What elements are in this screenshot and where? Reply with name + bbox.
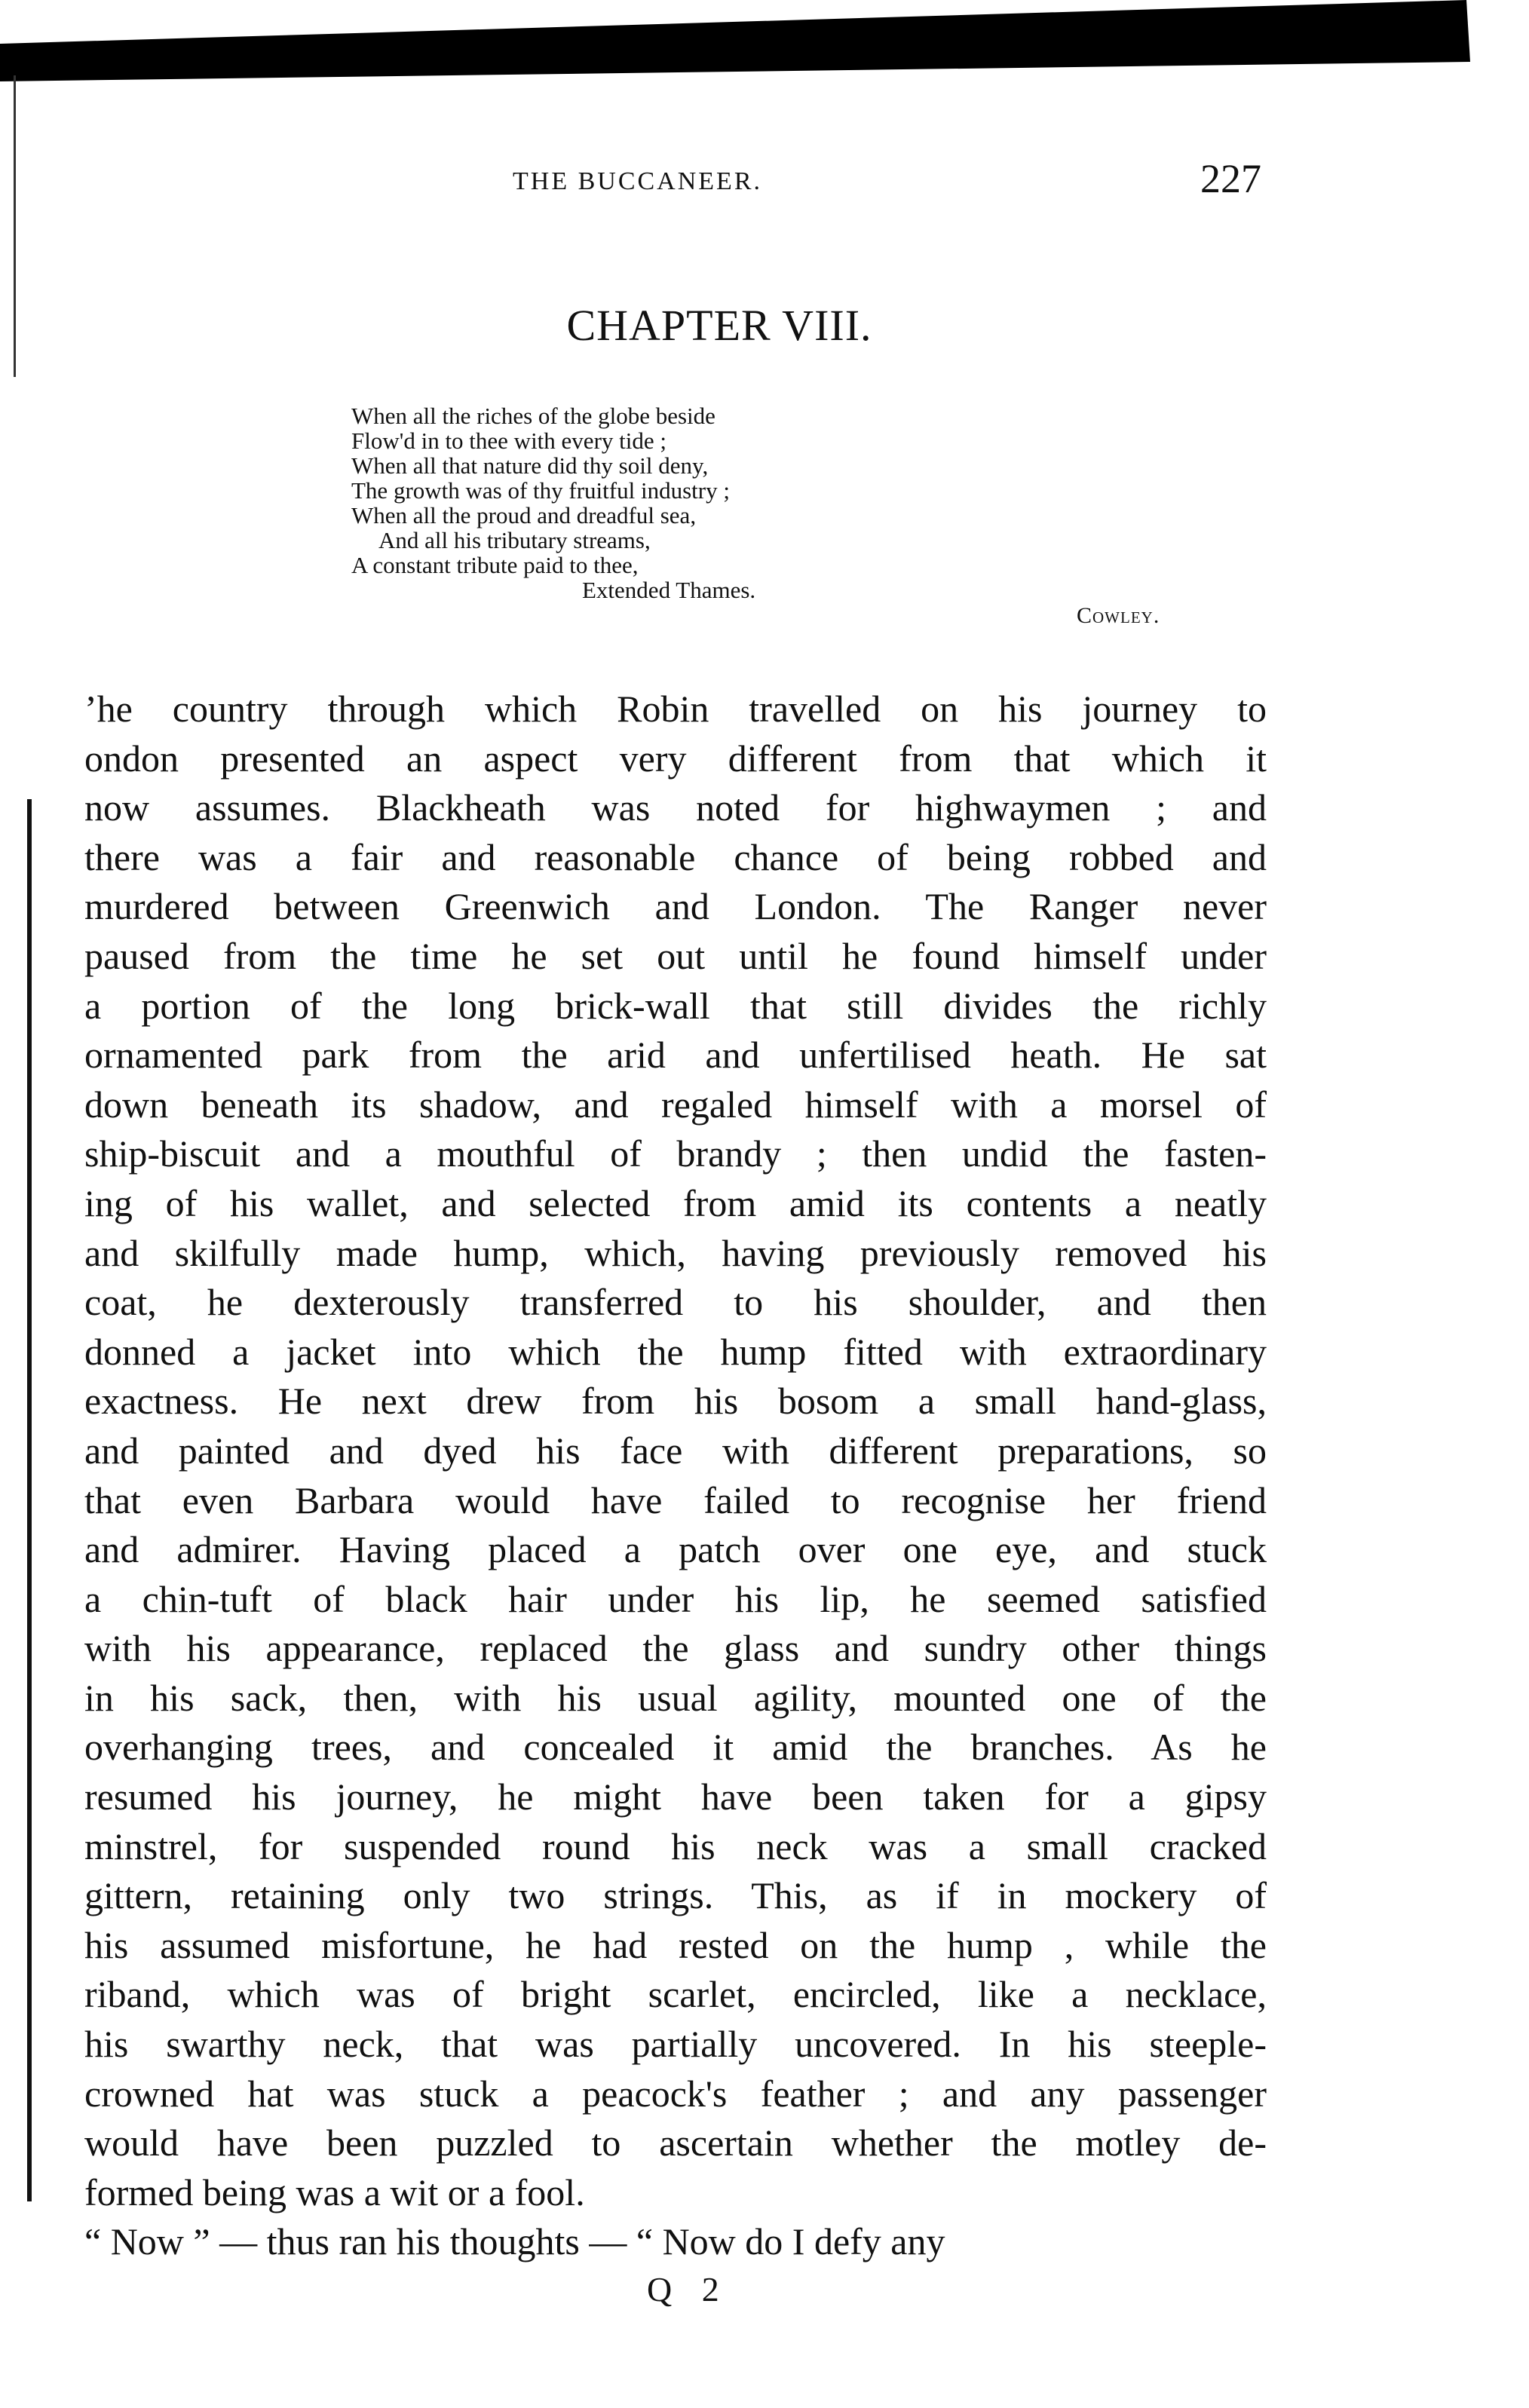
- body-line: gittern, retaining only two strings. This, as if in mockery of: [84, 1874, 1267, 1917]
- epigraph-line: And all his tributary streams,: [378, 527, 651, 553]
- body-line: riband, which was of bright scarlet, encircled, like a necklace,: [84, 1973, 1267, 2016]
- body-line: crowned hat was stuck a peacock's feather ; and any passenger: [84, 2072, 1267, 2115]
- scan-top-shadow: [0, 0, 1529, 83]
- body-line: with his appearance, replaced the glass and sundry other things: [84, 1627, 1267, 1670]
- body-text: [84, 685, 1267, 2267]
- epigraph-attribution: Cowley.: [1077, 603, 1160, 628]
- body-line: his swarthy neck, that was partially uncovered. In his steeple-: [84, 2023, 1267, 2066]
- body-line: paused from the time he set out until he found himself under: [84, 934, 1267, 977]
- epigraph-line: Extended Thames.: [582, 577, 756, 603]
- chapter-title-text: CHAPTER VIII.: [566, 301, 872, 350]
- body-line: down beneath its shadow, and regaled himself with a morsel of: [84, 1083, 1267, 1126]
- chapter-title: [0, 300, 1529, 351]
- epigraph-line: When all the proud and dreadful sea,: [351, 502, 697, 528]
- body-line: murdered between Greenwich and London. The Ranger never: [84, 885, 1267, 928]
- epigraph-line: When all that nature did thy soil deny,: [351, 452, 709, 479]
- signature-mark: Q 2: [647, 2270, 730, 2308]
- epigraph-line: When all the riches of the globe beside: [351, 403, 715, 429]
- body-line: his assumed misfortune, he had rested on the hump , while the: [84, 1923, 1267, 1966]
- body-line: ʼhe country through which Robin travelled on his journey to: [84, 688, 1267, 730]
- body-line: a portion of the long brick-wall that still divides the richly: [84, 984, 1267, 1027]
- body-line: and painted and dyed his face with different preparations, so: [84, 1429, 1267, 1472]
- body-line: exactness. He next drew from his bosom a small hand-glass,: [84, 1380, 1267, 1423]
- body-line: overhanging trees, and concealed it amid the branches. As he: [84, 1726, 1267, 1769]
- epigraph: [351, 403, 755, 602]
- epigraph-line: The growth was of thy fruitful industry ;: [351, 477, 730, 504]
- body-line: “ Now ” — thus ran his thoughts — “ Now do I defy any: [84, 2220, 945, 2263]
- body-line: that even Barbara would have failed to recognise her friend: [84, 1478, 1267, 1521]
- body-line: coat, he dexterously transferred to his shoulder, and then: [84, 1281, 1267, 1324]
- running-head: THE BUCCANEER.: [513, 167, 762, 195]
- epigraph-line: A constant tribute paid to thee,: [351, 552, 639, 578]
- epigraph-line: Flow'd in to thee with every tide ;: [351, 427, 666, 454]
- page-number: 227: [1200, 156, 1261, 201]
- body-line: there was a fair and reasonable chance of being robbed and: [84, 835, 1267, 878]
- body-line: resumed his journey, he might have been taken for a gipsy: [84, 1775, 1267, 1818]
- body-line: ornamented park from the arid and unfertilised heath. He sat: [84, 1034, 1267, 1077]
- body-line: a chin-tuft of black hair under his lip, he seemed satisfied: [84, 1577, 1267, 1620]
- body-line: ing of his wallet, and selected from amid its contents a neatly: [84, 1181, 1267, 1224]
- body-line: ondon presented an aspect very different from that which it: [84, 737, 1267, 780]
- body-line: would have been puzzled to ascertain whether the motley de-: [84, 2122, 1267, 2164]
- body-line: now assumes. Blackheath was noted for highwaymen ; and: [84, 786, 1267, 829]
- scan-margin-bar: [27, 799, 32, 2201]
- body-line: donned a jacket into which the hump fitted with extraordinary: [84, 1330, 1267, 1373]
- body-line: in his sack, then, with his usual agility, mounted one of the: [84, 1676, 1267, 1719]
- body-line: minstrel, for suspended round his neck was a small cracked: [84, 1824, 1267, 1867]
- body-line: formed being was a wit or a fool.: [84, 2171, 585, 2213]
- body-line: and admirer. Having placed a patch over one eye, and stuck: [84, 1528, 1267, 1571]
- body-line: and skilfully made hump, which, having previously removed his: [84, 1231, 1267, 1274]
- body-line: ship-biscuit and a mouthful of brandy ; then undid the fasten-: [84, 1132, 1267, 1175]
